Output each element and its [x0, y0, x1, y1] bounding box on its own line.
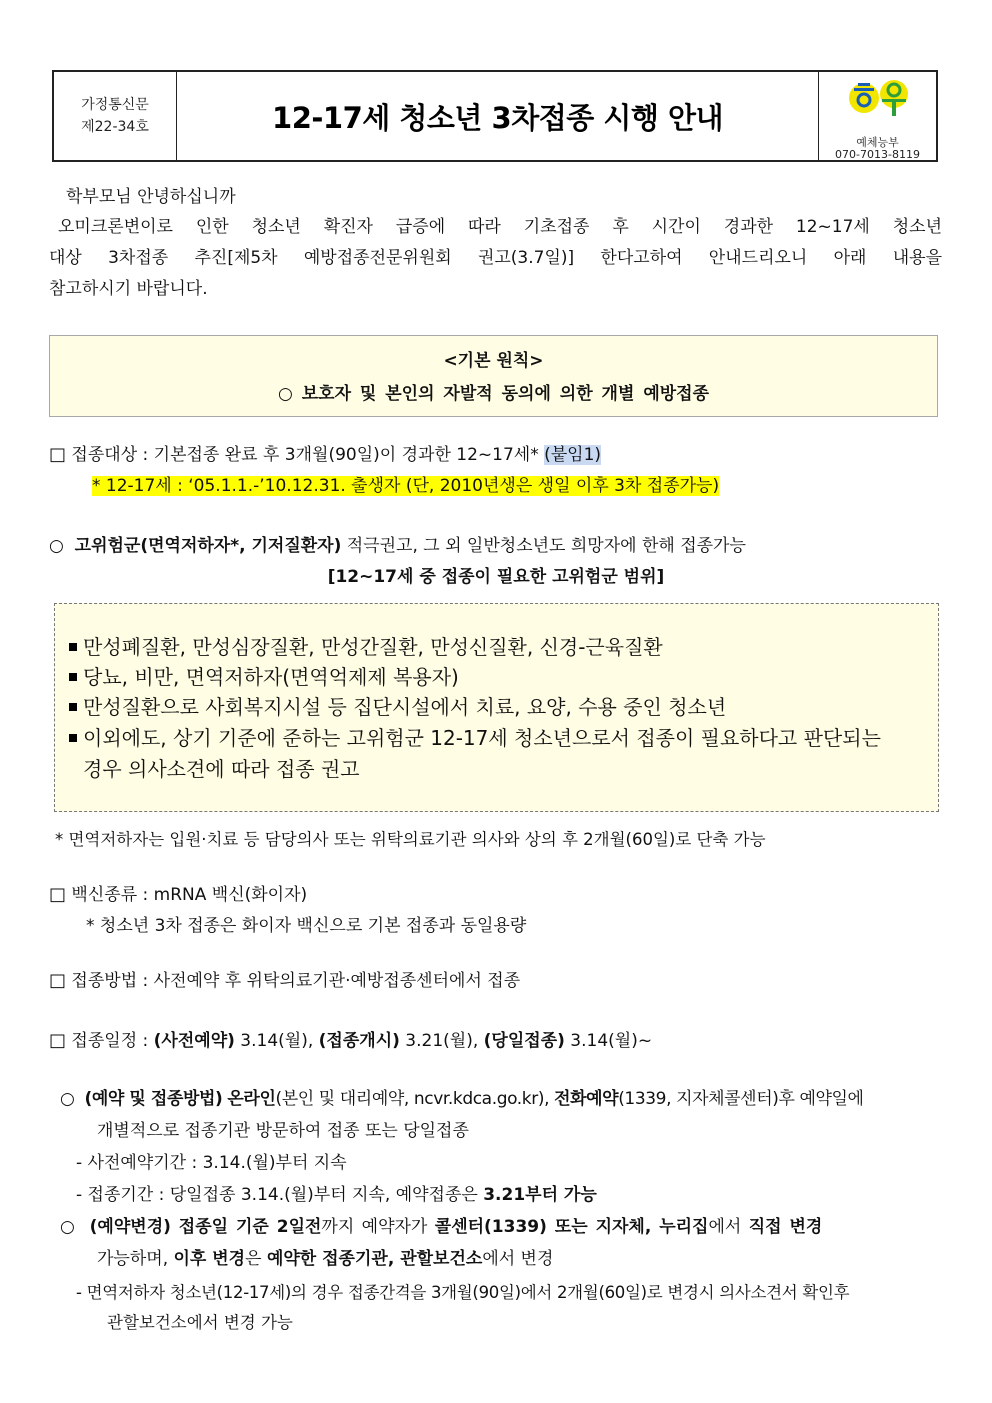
principle-body: ○ 보호자 및 본인의 자발적 동의에 의한 개별 예방접종	[277, 384, 710, 404]
high-risk-line	[49, 531, 746, 561]
same-day-label: (당일접종)	[483, 1031, 565, 1051]
list-item: 당뇨, 비만, 면역저하자(면역억제제 복용자)	[69, 662, 459, 692]
high-risk-label: 고위험군(면역저하자*, 기저질환자)	[74, 536, 342, 556]
change-note-2: 관할보건소에서 변경 가능	[107, 1313, 293, 1332]
checkbox-icon: □	[49, 884, 67, 905]
start-date: 3.21(월),	[405, 1031, 479, 1051]
start-label: (접종개시)	[318, 1031, 400, 1051]
list-item: 이외에도, 상기 기준에 준하는 고위험군 12-17세 청소년으로서 접종이 필요하다고 판단되는	[69, 723, 881, 753]
intro-line-2: 대상 3차접종 추진[제5차 예방접종전문위원회 권고(3.7일)] 한다고하여 안내드리오니 아래 내용을	[49, 248, 942, 268]
method-section	[49, 966, 520, 996]
circle-bullet: ○	[60, 1089, 75, 1109]
booking-period-1: - 사전예약기간 : 3.14.(월)부터 지속	[76, 1153, 347, 1173]
method-text: 접종방법 : 사전예약 후 위탁의료기관·예방접종센터에서 접종	[71, 971, 521, 991]
high-risk-range-box	[54, 603, 939, 812]
schedule-label: 접종일정 :	[71, 1031, 149, 1051]
square-bullet-icon	[69, 703, 77, 711]
booking-period-2: - 접종기간 : 당일접종 3.14.(월)부터 지속, 예약접종은 3.21부터 가능	[76, 1185, 597, 1205]
risk-range-title: [12~17세 중 접종이 필요한 고위험군 범위]	[327, 567, 665, 587]
circle-bullet: ○	[60, 1217, 75, 1237]
change-label: (예약변경) 접종일 기준 2일전	[89, 1217, 322, 1237]
pre-booking-date: 3.14(월),	[240, 1031, 314, 1051]
intro-line-1: 오미크론변이로 인한 청소년 확진자 급증에 따라 기초접종 후 시간이 경과한 12~17세 청소년	[58, 217, 942, 237]
booking-line-2: 개별적으로 접종기관 방문하여 접종 또는 당일접종	[97, 1121, 469, 1141]
circle-bullet: ○	[49, 536, 64, 556]
header-box	[52, 70, 938, 162]
same-day-date: 3.14(월)~	[570, 1031, 653, 1051]
square-bullet-icon	[69, 643, 77, 651]
footnote: * 면역저하자는 입원·치료 등 담당의사 또는 위탁의료기관 의사와 상의 후 2개월(60일)로 단축 가능	[55, 830, 766, 849]
checkbox-icon: □	[49, 970, 67, 991]
notice-type-label: 가정통신문	[81, 97, 149, 113]
checkbox-icon: □	[49, 444, 67, 465]
page-title: 12-17세 청소년 3차접종 시행 안내	[272, 100, 723, 135]
basic-principle-box	[49, 335, 938, 417]
list-item-continued: 경우 의사소견에 따라 접종 권고	[83, 757, 360, 781]
target-note	[92, 471, 719, 501]
target-text: 접종대상 : 기본접종 완료 후 3개월(90일)이 경과한 12~17세*	[71, 445, 539, 465]
high-risk-text: 적극권고, 그 외 일반청소년도 희망자에 한해 접종가능	[341, 536, 746, 556]
org-logo-box	[818, 72, 936, 160]
list-item: 만성폐질환, 만성심장질환, 만성간질환, 만성신질환, 신경-근육질환	[69, 632, 663, 662]
booking-method-label: (예약 및 접종방법)	[84, 1089, 223, 1109]
school-logo-icon	[849, 78, 911, 118]
target-section	[49, 440, 601, 470]
notice-number-label: 제22-34호	[81, 119, 149, 135]
vaccine-section	[49, 880, 307, 910]
phone-label: 전화예약	[554, 1089, 619, 1109]
square-bullet-icon	[69, 673, 77, 681]
vaccine-note: * 청소년 3차 접종은 화이자 백신으로 기본 접종과 동일용량	[86, 916, 527, 936]
vaccine-text: 백신종류 : mRNA 백신(화이자)	[71, 885, 308, 905]
schedule-section	[49, 1026, 652, 1056]
attachment-link[interactable]: (붙임1)	[544, 445, 602, 465]
phone-detail: (1339, 지자체콜센터)후 예약일에	[618, 1089, 864, 1109]
target-note-text: * 12-17세 : ‘05.1.1.-’10.12.31. 출생자 (단, 2010년생은 생일 이후 3차 접종가능)	[92, 476, 720, 496]
org-phone: 070-7013-8119	[835, 148, 920, 161]
square-bullet-icon	[69, 734, 77, 742]
notice-number	[54, 72, 177, 160]
org-name: 예체능부	[856, 136, 899, 149]
checkbox-icon: □	[49, 1030, 67, 1051]
change-note-1: - 면역저하자 청소년(12-17세)의 경우 접종간격을 3개월(90일)에서 2개월(60일)로 변경시 의사소견서 확인후	[76, 1283, 850, 1302]
principle-title: <기본 원칙>	[443, 351, 544, 371]
change-line-1: ○ (예약변경) 접종일 기준 2일전까지 예약자가 콜센터(1339) 또는 지자체, 누리집에서 직접 변경	[60, 1217, 823, 1237]
online-label: 온라인	[227, 1089, 276, 1109]
list-item: 만성질환으로 사회복지시설 등 집단시설에서 치료, 요양, 수용 중인 청소년	[69, 692, 726, 722]
intro-line-3: 참고하시기 바랍니다.	[49, 279, 208, 299]
greeting: 학부모님 안녕하십니까	[66, 187, 236, 207]
booking-line-1	[60, 1084, 942, 1114]
pre-booking-label: (사전예약)	[153, 1031, 235, 1051]
change-line-2: 가능하며, 이후 변경은 예약한 접종기관, 관할보건소에서 변경	[97, 1249, 554, 1269]
online-detail: (본인 및 대리예약, ncvr.kdca.go.kr),	[275, 1089, 550, 1109]
